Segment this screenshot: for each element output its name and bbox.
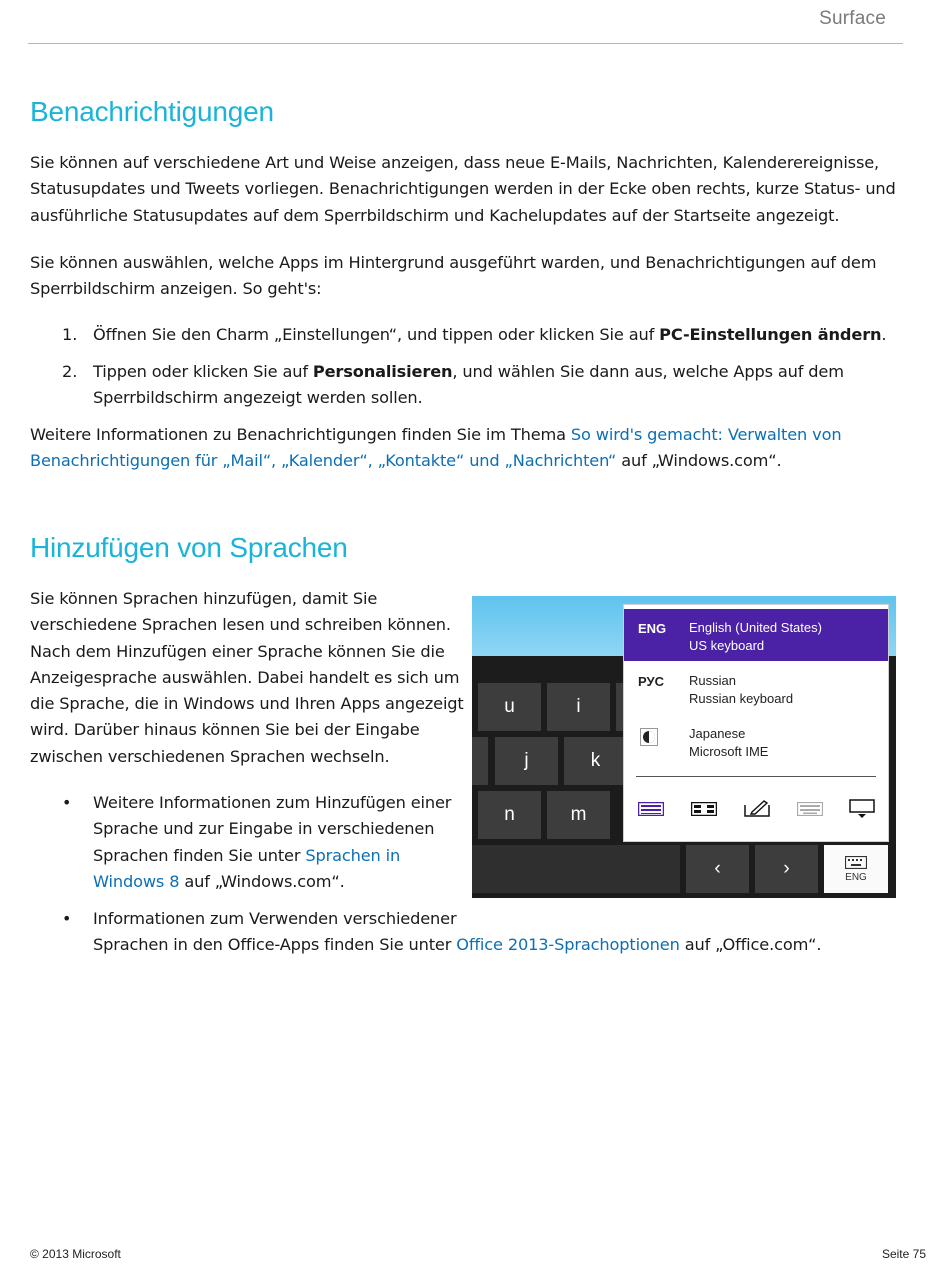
hide-keyboard-icon[interactable]: [847, 795, 877, 823]
menu-separator: [636, 776, 876, 777]
language-name: Russian: [689, 673, 736, 688]
bullet-2-text: [93, 906, 821, 959]
language-code: РУС: [638, 674, 664, 689]
text-line: Informationen zum Verwenden verschiedener: [93, 909, 457, 928]
header-rule: [28, 43, 903, 44]
text-line: Sie können auswählen, welche Apps im Hintergrund ausgeführt warden, und Benachrichtigungen auf dem: [30, 253, 877, 272]
key-i[interactable]: i: [547, 683, 610, 731]
text-span: Tippen oder klicken Sie auf: [93, 362, 313, 381]
language-menu: [623, 604, 889, 842]
link-languages-windows8[interactable]: Sprachen in: [305, 845, 401, 865]
step-number: 2.: [62, 362, 78, 381]
paragraph-notifications-apps: [30, 250, 876, 303]
key-j[interactable]: j: [495, 737, 558, 785]
text-line: Sprache und zur Eingabe in verschiedenen: [93, 819, 435, 839]
language-name: English (United States): [689, 620, 822, 635]
bold-term: Personalisieren: [312, 362, 453, 381]
full-keyboard-icon[interactable]: [795, 795, 825, 823]
keyboard-layout-options: [624, 795, 888, 823]
copyright: © 2013 Microsoft: [30, 1247, 121, 1261]
standard-keyboard-icon[interactable]: [636, 795, 666, 823]
language-option-japanese[interactable]: [624, 715, 888, 767]
keyboard-icon: [845, 856, 867, 869]
language-layout: Microsoft IME: [689, 744, 769, 759]
text-line: Nach dem Hinzufügen einer Sprache können Sie die: [30, 641, 445, 661]
language-layout: Russian keyboard: [689, 691, 794, 706]
language-key-label: ENG: [845, 871, 867, 883]
key-left-arrow[interactable]: ‹: [686, 845, 749, 893]
text-span: Öffnen Sie den Charm „Einstellungen“, und tippen oder klicken Sie auf: [93, 325, 660, 344]
text-line: Weitere Informationen zum Hinzufügen einer: [93, 793, 452, 812]
page-number: Seite 75: [881, 1247, 926, 1261]
text-span: Weitere Informationen zu Benachrichtigungen finden Sie im Thema: [30, 425, 571, 444]
language-code: ENG: [638, 621, 667, 636]
text-line: Sie können auf verschiedene Art und Weise anzeigen, dass neue E-Mails, Nachrichten, Kalenderereignisse,: [30, 153, 880, 172]
step-2-text: [93, 359, 844, 412]
step-1-text: [93, 322, 886, 348]
text-line: zwischen verschiedenen Sprachen wechseln.: [30, 746, 390, 766]
key-u[interactable]: u: [478, 683, 541, 731]
text-line: Sperrbildschirm angezeigt werden sollen.: [93, 388, 423, 408]
section-title-notifications: Benachrichtigungen: [30, 96, 274, 127]
step-number: 1.: [62, 325, 78, 344]
text-line: wird. Darüber hinaus können Sie bei der Eingabe: [30, 720, 420, 740]
bullet-dot: •: [62, 909, 72, 928]
section-title-languages: Hinzufügen von Sprachen: [30, 532, 348, 563]
brand-logo: Surface: [819, 8, 886, 29]
text-line: ausführliche Statusupdates auf dem Sperrbildschirm und Kachelupdates auf der Startseite angezeigt.: [30, 205, 840, 225]
text-line: verschiedene Sprachen lesen und schreiben können.: [30, 615, 451, 635]
link-manage-notifications[interactable]: So wird's gemacht: Verwalten von: [570, 425, 842, 444]
text-span: Sprachen in den Office-Apps finden Sie unter: [93, 935, 457, 955]
space-key[interactable]: [472, 845, 680, 893]
language-name: Japanese: [689, 726, 746, 741]
language-switcher-screenshot: [472, 596, 896, 898]
key-m[interactable]: m: [547, 791, 610, 839]
link-languages-windows8-cont[interactable]: Windows 8: [93, 871, 180, 891]
key-right-arrow[interactable]: ›: [755, 845, 818, 893]
paragraph-notifications-intro: [30, 150, 896, 229]
bullet-dot: •: [62, 793, 72, 812]
text-line: Statusupdates und Tweets vorliegen. Benachrichtigungen werden in der Ecke oben rechts, kurze Status- und: [30, 179, 896, 199]
language-option-russian[interactable]: [624, 662, 888, 714]
text-span: auf „Office.com“.: [679, 935, 822, 955]
bullet-1-text: [93, 790, 451, 895]
link-office-language-options[interactable]: Office 2013-Sprachoptionen: [456, 935, 680, 955]
text-line: Sperrbildschirm anzeigen. So geht's:: [30, 279, 322, 299]
text-line: Sie können Sprachen hinzufügen, damit Sie: [30, 589, 378, 608]
text-span: , und wählen Sie dann aus, welche Apps auf dem: [452, 362, 844, 381]
ime-icon: [640, 728, 658, 749]
language-layout: US keyboard: [689, 638, 765, 653]
text-span: Sprachen finden Sie unter: [93, 845, 306, 865]
text-span: auf „Windows.com“.: [179, 871, 345, 891]
text-line: die Sprache, die in Windows und Ihren Apps angezeigt: [30, 694, 464, 714]
bold-term: PC-Einstellungen ändern: [659, 325, 882, 344]
text-span: .: [881, 325, 887, 344]
link-manage-notifications-cont[interactable]: Benachrichtigungen für „Mail“, „Kalender“, „Kontakte“ und „Nachrichten“: [30, 451, 617, 471]
split-keyboard-icon[interactable]: [689, 795, 719, 823]
language-key[interactable]: [824, 845, 888, 893]
paragraph-languages-intro: [30, 586, 464, 770]
key-n[interactable]: n: [478, 791, 541, 839]
language-option-english[interactable]: [624, 609, 888, 661]
paragraph-more-info: [30, 422, 841, 475]
key-partial[interactable]: [472, 737, 488, 785]
handwriting-icon[interactable]: [742, 795, 772, 823]
text-line: Anzeigesprache auswählen. Dabei handelt es sich um: [30, 667, 460, 687]
key-k[interactable]: k: [564, 737, 627, 785]
text-span: auf „Windows.com“.: [616, 451, 782, 471]
